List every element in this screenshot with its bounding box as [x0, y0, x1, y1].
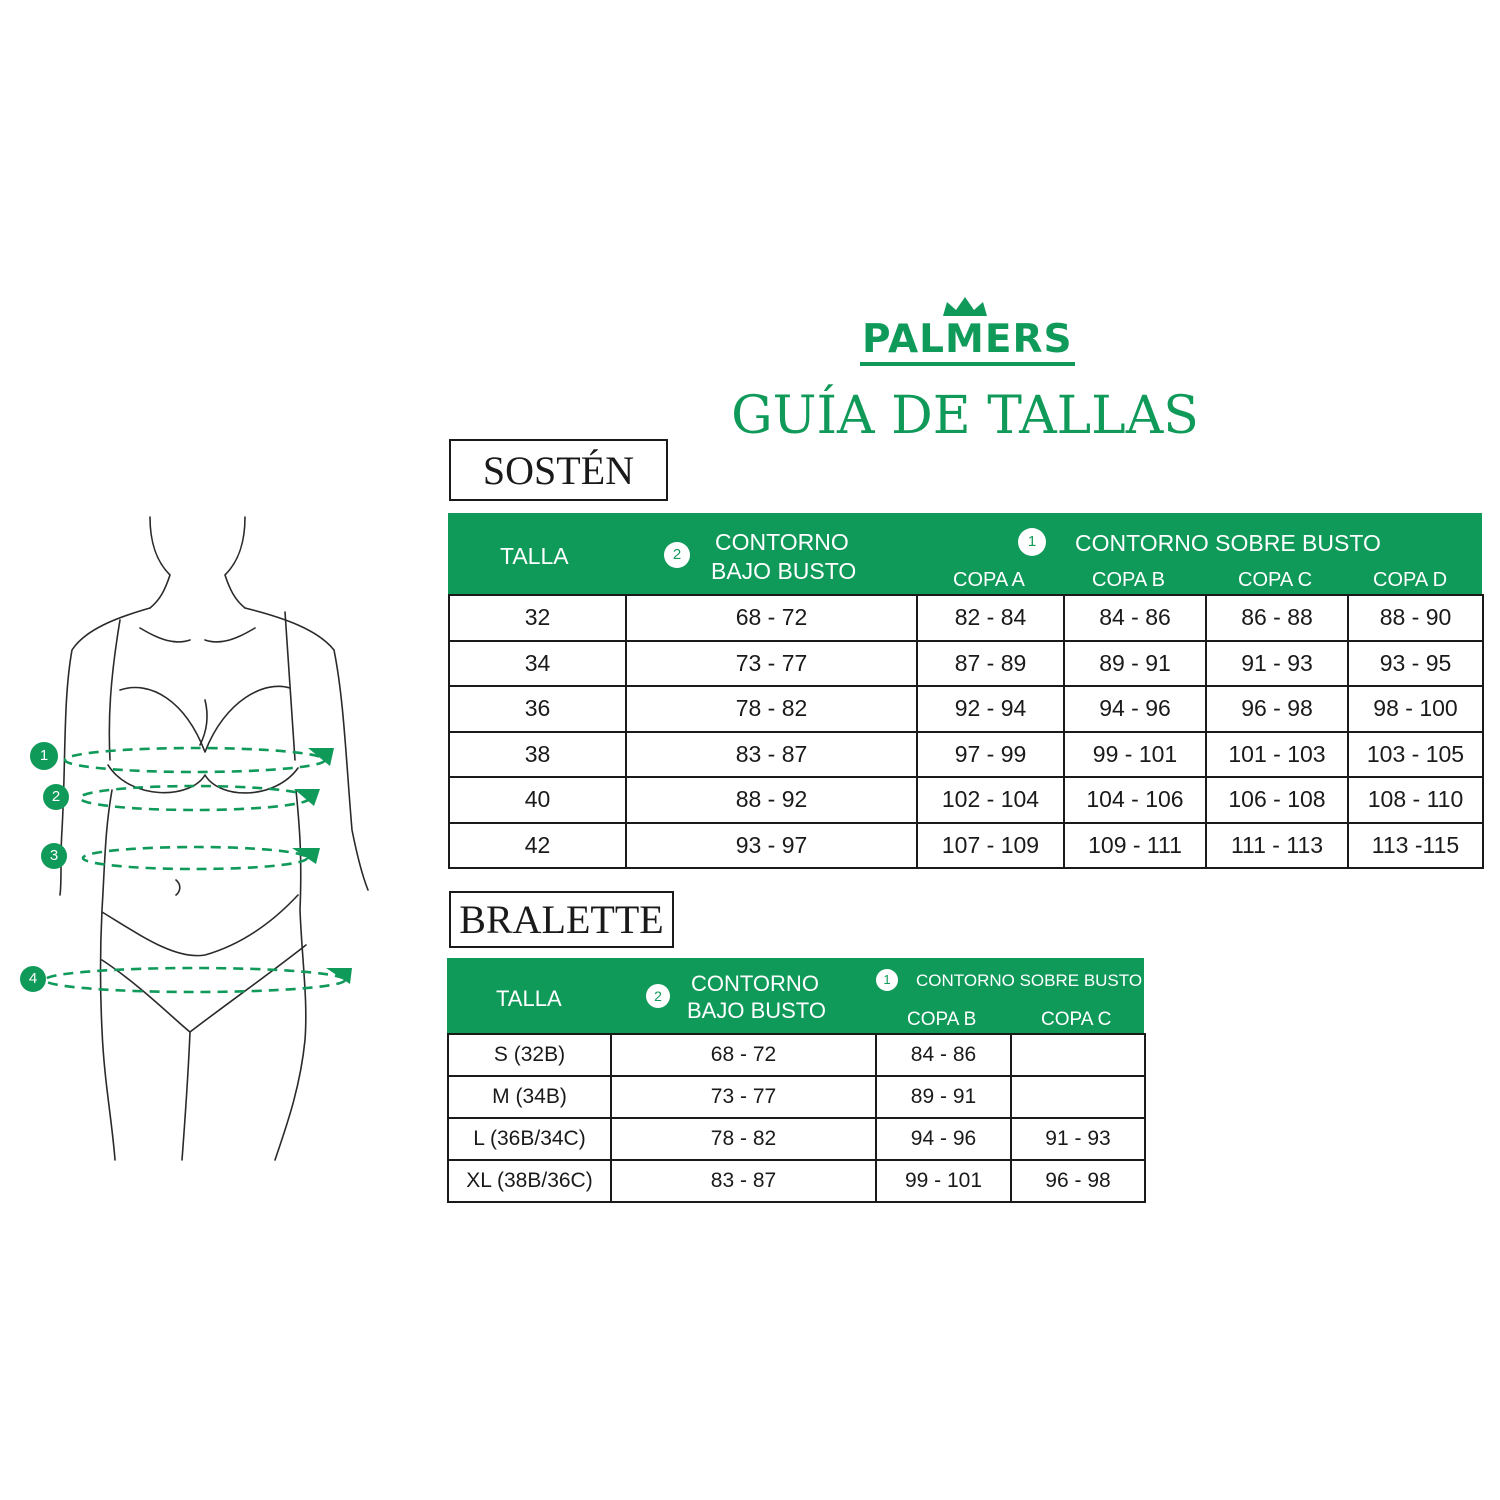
cup-cell: 94 - 96: [1064, 686, 1206, 732]
cup-cell: [1011, 1076, 1145, 1118]
marker-4: 4: [20, 966, 46, 992]
cup-cell: 91 - 93: [1206, 641, 1348, 687]
table-row: [448, 1118, 1145, 1160]
sosten-underbust-number: 2: [664, 542, 690, 568]
underbust-cell: 73 - 77: [611, 1076, 876, 1118]
underbust-cell: 83 - 87: [611, 1160, 876, 1202]
cup-cell: 89 - 91: [1064, 641, 1206, 687]
sosten-section-label: SOSTÉN: [449, 439, 668, 501]
sosten-header-cup-b: COPA B: [1092, 569, 1165, 591]
cup-cell: 96 - 98: [1206, 686, 1348, 732]
underbust-cell: 93 - 97: [626, 823, 917, 869]
sosten-size-table: [448, 594, 1484, 869]
bralette-header-size: TALLA: [496, 986, 562, 1011]
cup-cell: 84 - 86: [876, 1034, 1011, 1076]
cup-cell: 91 - 93: [1011, 1118, 1145, 1160]
cup-cell: 111 - 113: [1206, 823, 1348, 869]
table-row: [448, 1076, 1145, 1118]
sosten-table-header: [448, 513, 1482, 595]
cup-cell: 86 - 88: [1206, 595, 1348, 641]
bralette-underbust-number: 2: [646, 984, 670, 1008]
sosten-header-cup-a: COPA A: [953, 569, 1025, 591]
marker-2: 2: [43, 784, 69, 810]
bralette-header-cup-c: COPA C: [1041, 1009, 1112, 1030]
size-cell: M (34B): [448, 1076, 611, 1118]
cup-cell: 94 - 96: [876, 1118, 1011, 1160]
cup-cell: 107 - 109: [917, 823, 1064, 869]
bralette-table-header: [447, 958, 1144, 1034]
table-row: [449, 823, 1483, 869]
page-title: GUÍA DE TALLAS: [731, 386, 1199, 446]
underbust-cell: 78 - 82: [611, 1118, 876, 1160]
size-cell: L (36B/34C): [448, 1118, 611, 1160]
table-row: [449, 641, 1483, 687]
size-cell: XL (38B/36C): [448, 1160, 611, 1202]
bralette-header-overbust: CONTORNO SOBRE BUSTO: [916, 971, 1143, 990]
sosten-header-overbust: CONTORNO SOBRE BUSTO: [1075, 530, 1381, 556]
cup-cell: 96 - 98: [1011, 1160, 1145, 1202]
cup-cell: 87 - 89: [917, 641, 1064, 687]
body-measurement-diagram: [0, 500, 380, 1170]
cup-cell: 109 - 111: [1064, 823, 1206, 869]
sosten-header-cup-d: COPA D: [1373, 569, 1448, 591]
cup-cell: 82 - 84: [917, 595, 1064, 641]
cup-cell: 104 - 106: [1064, 777, 1206, 823]
bralette-header-underbust-line2: BAJO BUSTO: [687, 998, 826, 1023]
sosten-header-underbust-line1: CONTORNO: [715, 529, 849, 555]
cup-cell: [1011, 1034, 1145, 1076]
cup-cell: 99 - 101: [1064, 732, 1206, 778]
cup-cell: 92 - 94: [917, 686, 1064, 732]
table-row: [448, 1034, 1145, 1076]
underbust-cell: 78 - 82: [626, 686, 917, 732]
cup-cell: 103 - 105: [1348, 732, 1483, 778]
underbust-cell: 68 - 72: [626, 595, 917, 641]
sosten-header-size: TALLA: [500, 543, 569, 569]
cup-cell: 102 - 104: [917, 777, 1064, 823]
brand-name: PALMERS: [860, 318, 1075, 366]
underbust-cell: 83 - 87: [626, 732, 917, 778]
underbust-cell: 73 - 77: [626, 641, 917, 687]
bralette-header-underbust-line1: CONTORNO: [691, 971, 819, 996]
sosten-overbust-number: 1: [1018, 528, 1046, 556]
cup-cell: 101 - 103: [1206, 732, 1348, 778]
cup-cell: 99 - 101: [876, 1160, 1011, 1202]
table-row: [449, 732, 1483, 778]
table-row: [449, 686, 1483, 732]
underbust-cell: 88 - 92: [626, 777, 917, 823]
size-cell: 36: [449, 686, 626, 732]
brand-logo: [860, 296, 1073, 366]
table-row: [449, 595, 1483, 641]
cup-cell: 97 - 99: [917, 732, 1064, 778]
marker-1: 1: [30, 742, 58, 770]
size-cell: S (32B): [448, 1034, 611, 1076]
cup-cell: 93 - 95: [1348, 641, 1483, 687]
cup-cell: 108 - 110: [1348, 777, 1483, 823]
underbust-cell: 68 - 72: [611, 1034, 876, 1076]
sosten-header-cup-c: COPA C: [1238, 569, 1313, 591]
cup-cell: 84 - 86: [1064, 595, 1206, 641]
cup-cell: 88 - 90: [1348, 595, 1483, 641]
bralette-size-table: [447, 1033, 1146, 1203]
bralette-section-label: BRALETTE: [449, 891, 674, 948]
size-cell: 34: [449, 641, 626, 687]
size-cell: 42: [449, 823, 626, 869]
table-row: [448, 1160, 1145, 1202]
bralette-header-cup-b: COPA B: [907, 1009, 977, 1030]
size-cell: 38: [449, 732, 626, 778]
crown-icon: [939, 296, 991, 318]
size-cell: 32: [449, 595, 626, 641]
cup-cell: 113 -115: [1348, 823, 1483, 869]
cup-cell: 98 - 100: [1348, 686, 1483, 732]
cup-cell: 106 - 108: [1206, 777, 1348, 823]
bralette-overbust-number: 1: [876, 969, 898, 991]
marker-3: 3: [41, 843, 67, 869]
sosten-header-underbust-line2: BAJO BUSTO: [711, 558, 857, 584]
size-cell: 40: [449, 777, 626, 823]
table-row: [449, 777, 1483, 823]
cup-cell: 89 - 91: [876, 1076, 1011, 1118]
